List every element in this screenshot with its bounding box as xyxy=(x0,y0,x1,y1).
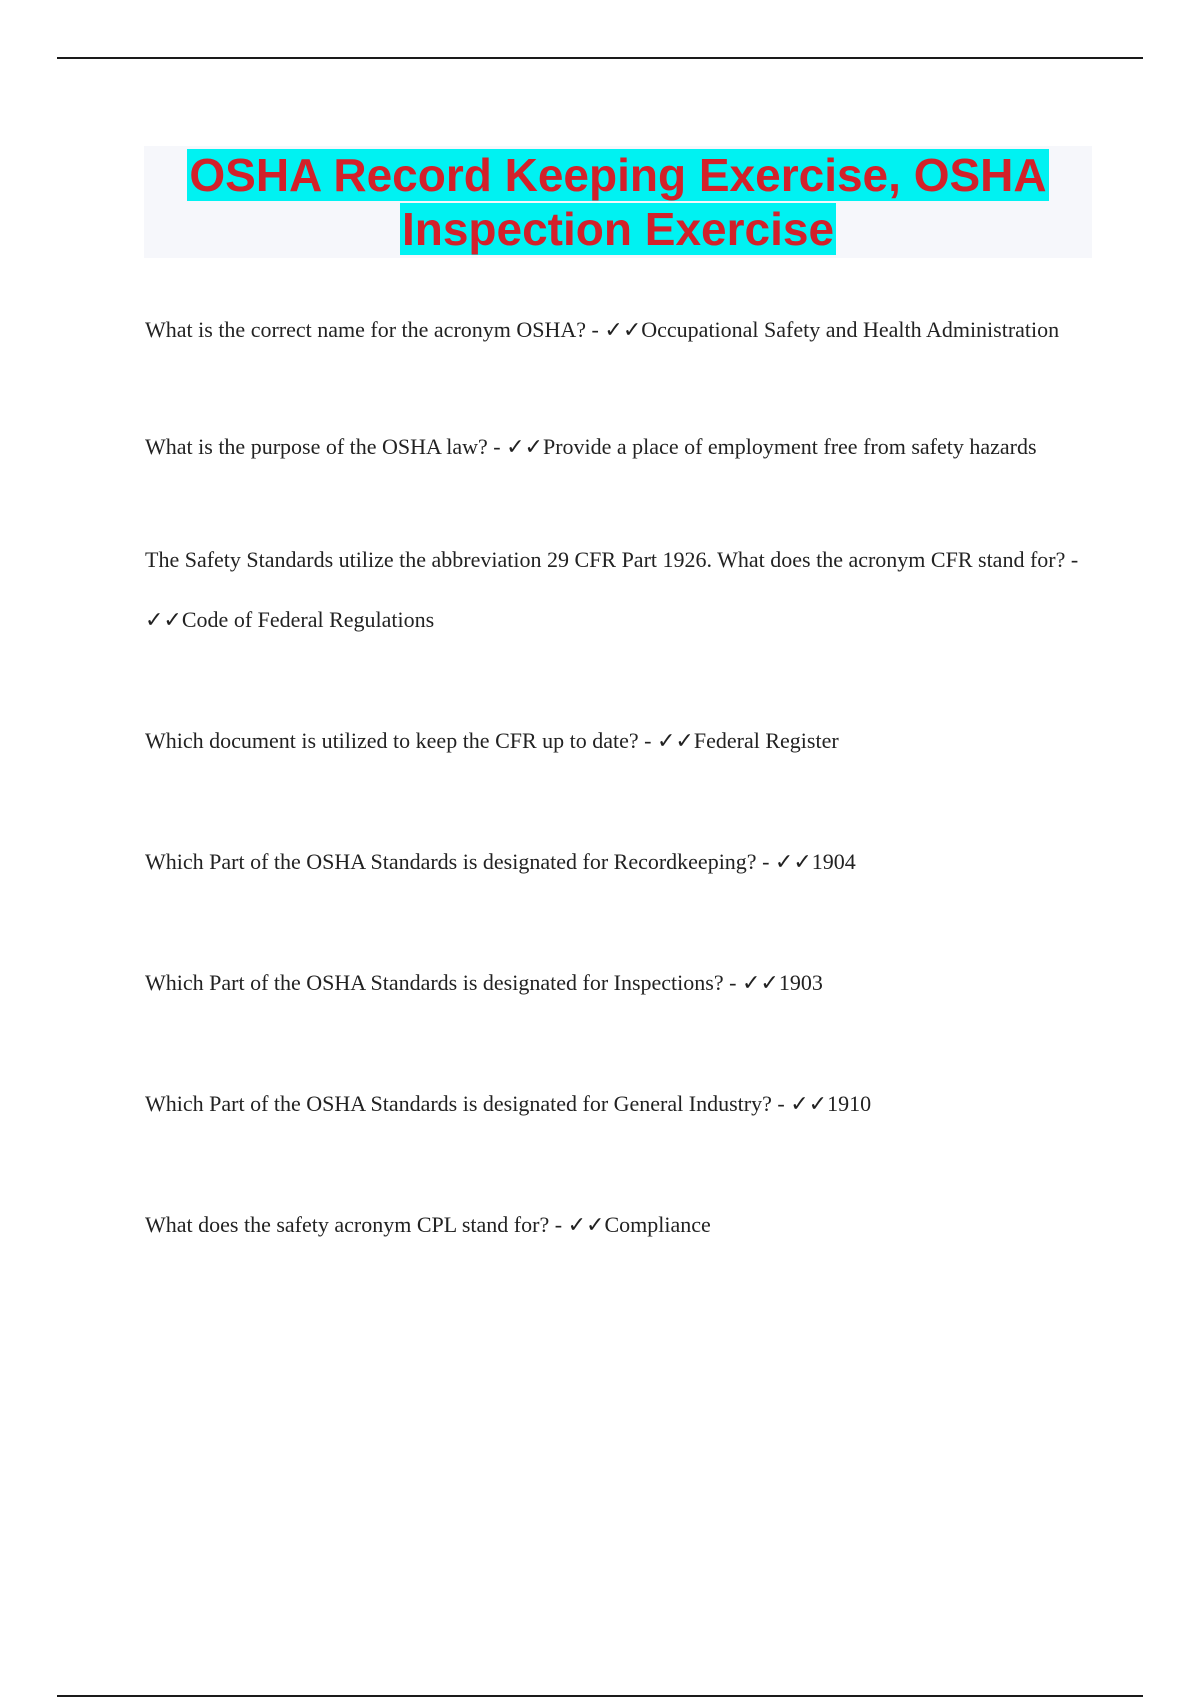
check-mark-icon: ✓✓ xyxy=(741,971,779,996)
question-text: What does the safety acronym CPL stand for? - xyxy=(145,1212,568,1237)
qa-item-1 xyxy=(145,300,1085,361)
check-mark-icon: ✓✓ xyxy=(145,608,182,633)
question-text: Which Part of the OSHA Standards is designated for Recordkeeping? - xyxy=(145,849,775,874)
check-mark-icon: ✓✓ xyxy=(790,1092,828,1117)
qa-item-4 xyxy=(145,711,1085,772)
answer-text: Compliance xyxy=(604,1212,711,1237)
qa-item-7 xyxy=(145,1074,1085,1135)
question-text: What is the correct name for the acronym OSHA? - xyxy=(145,317,605,342)
answer-text: Code of Federal Regulations xyxy=(181,607,435,632)
qa-item-3 xyxy=(145,530,1085,651)
question-text: The Safety Standards utilize the abbreviation 29 CFR Part 1926. What does the acronym CFR stand for? - xyxy=(145,547,1079,572)
answer-text: 1910 xyxy=(827,1091,872,1116)
document-title xyxy=(144,146,1092,256)
title-line-2: Inspection Exercise xyxy=(401,203,835,255)
question-text: Which Part of the OSHA Standards is designated for General Industry? - xyxy=(145,1091,791,1116)
answer-text: Provide a place of employment free from safety hazards xyxy=(542,434,1037,459)
check-mark-icon: ✓✓ xyxy=(774,850,812,875)
check-mark-icon: ✓✓ xyxy=(567,1213,605,1238)
question-text: Which Part of the OSHA Standards is designated for Inspections? - xyxy=(145,970,742,995)
qa-item-5 xyxy=(145,832,1085,893)
qa-item-6 xyxy=(145,953,1085,1014)
answer-text: 1903 xyxy=(778,970,823,995)
check-mark-icon: ✓✓ xyxy=(506,435,543,460)
check-mark-icon: ✓✓ xyxy=(604,318,642,343)
answer-text: 1904 xyxy=(811,849,856,874)
header-rule xyxy=(57,57,1143,59)
answer-text: Federal Register xyxy=(693,728,839,753)
question-text: What is the purpose of the OSHA law? - xyxy=(145,434,507,459)
title-line-1: OSHA Record Keeping Exercise, OSHA xyxy=(189,149,1047,201)
title-block xyxy=(144,146,1092,258)
qa-item-8 xyxy=(145,1195,1085,1256)
qa-item-2 xyxy=(145,417,1085,478)
answer-text: Occupational Safety and Health Administration xyxy=(641,317,1060,342)
check-mark-icon: ✓✓ xyxy=(657,729,694,754)
question-text: Which document is utilized to keep the CFR up to date? - xyxy=(145,728,657,753)
footer-rule xyxy=(57,1695,1143,1697)
qa-list xyxy=(145,300,1085,1256)
